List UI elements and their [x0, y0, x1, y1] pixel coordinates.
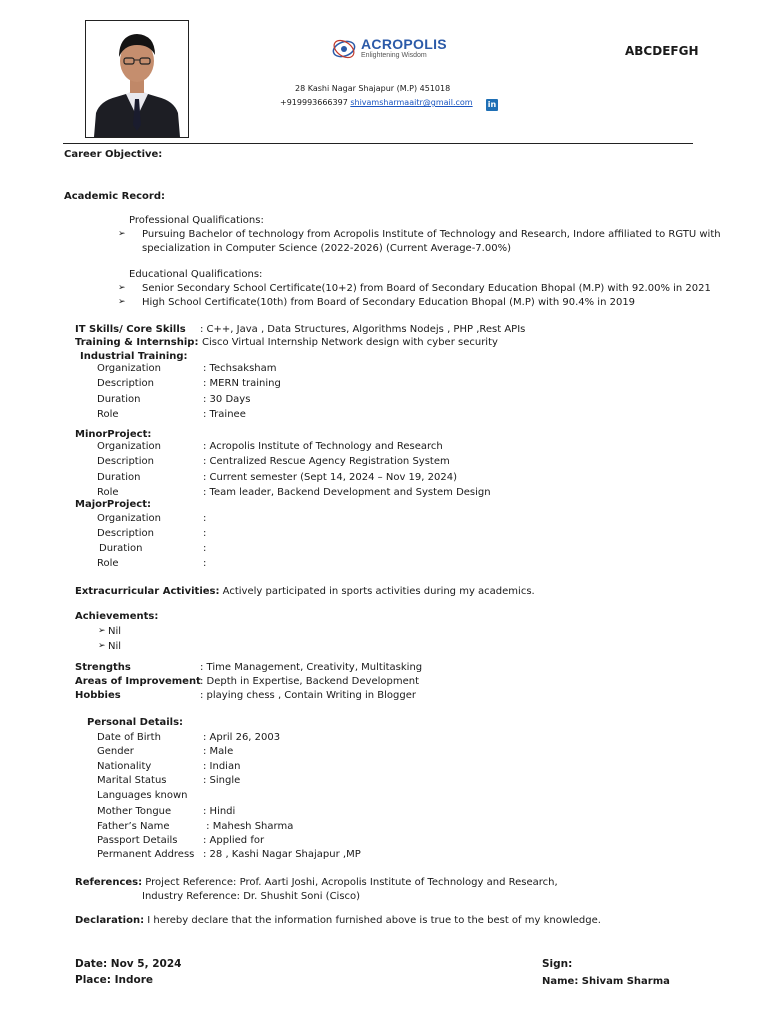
- personal-key: Nationality: [97, 761, 152, 772]
- minor-value: : Centralized Rescue Agency Registration System: [203, 456, 450, 467]
- major-key: Role: [97, 558, 119, 569]
- bullet-arrow-icon: ➢: [118, 283, 126, 293]
- personal-value: : Single: [203, 775, 241, 786]
- personal-value: : Male: [203, 746, 234, 757]
- achievements-heading: Achievements:: [75, 611, 159, 622]
- portrait-image: [86, 21, 188, 137]
- industrial-key: Role: [97, 409, 119, 420]
- personal-key: Permanent Address: [97, 849, 195, 860]
- minor-key: Role: [97, 487, 119, 498]
- educational-item: Senior Secondary School Certificate(10+2) from Board of Secondary Education Bhopal (M.P) with 92.00% in 2021: [142, 283, 711, 294]
- training-value: Cisco Virtual Internship Network design with cyber security: [202, 337, 498, 348]
- address: 28 Kashi Nagar Shajapur (M.P) 451018: [295, 84, 451, 93]
- references-label: References:: [75, 877, 143, 888]
- footer-date: Date: Nov 5, 2024: [75, 958, 182, 970]
- industrial-key: Duration: [97, 394, 141, 405]
- footer-place: Place: Indore: [75, 974, 153, 986]
- industrial-value: : 30 Days: [203, 394, 251, 405]
- industrial-training-heading: Industrial Training:: [80, 351, 188, 362]
- personal-key: Father’s Name: [97, 821, 170, 832]
- logo-name: ACROPOLIS: [361, 36, 447, 52]
- skills-value: : C++, Java , Data Structures, Algorithms Nodejs , PHP ,Rest APIs: [200, 324, 526, 335]
- contact-line: [280, 98, 473, 107]
- personal-value: : Applied for: [203, 835, 265, 846]
- personal-key: Languages known: [97, 790, 188, 801]
- industrial-key: Description: [97, 378, 154, 389]
- references-line: [75, 877, 558, 888]
- achievement-item: Nil: [108, 641, 122, 652]
- achievement-item: Nil: [108, 626, 122, 637]
- hobbies-value: : playing chess , Contain Writing in Blogger: [200, 690, 416, 701]
- minor-value: : Acropolis Institute of Technology and Research: [203, 441, 443, 452]
- industrial-value: : Techsaksham: [203, 363, 277, 374]
- major-value: :: [203, 513, 207, 524]
- strengths-value: : Time Management, Creativity, Multitasking: [200, 662, 423, 673]
- minor-value: : Current semester (Sept 14, 2024 – Nov 19, 2024): [203, 472, 457, 483]
- profile-photo: [85, 20, 189, 138]
- personal-key: Mother Tongue: [97, 806, 172, 817]
- skills-label: IT Skills/ Core Skills: [75, 324, 186, 335]
- professional-qualifications-heading: Professional Qualifications:: [129, 215, 264, 226]
- major-key: Organization: [97, 513, 161, 524]
- major-project-heading: MajorProject:: [75, 499, 151, 510]
- project-reference: Project Reference: Prof. Aarti Joshi, Acropolis Institute of Technology and Research,: [145, 877, 558, 888]
- logo-tagline: Enlightening Wisdom: [361, 52, 427, 59]
- improvement-label: Areas of Improvement: [75, 676, 201, 687]
- personal-value: : Indian: [203, 761, 241, 772]
- professional-item-line2: specialization in Computer Science (2022-2026) (Current Average-7.00%): [142, 243, 511, 254]
- footer-name: Name: Shivam Sharma: [542, 976, 670, 987]
- personal-key: Marital Status: [97, 775, 167, 786]
- minor-project-heading: MinorProject:: [75, 429, 152, 440]
- career-objective-heading: Career Objective:: [64, 149, 163, 160]
- bullet-arrow-icon: ➢: [98, 626, 106, 636]
- personal-value: : Hindi: [203, 806, 236, 817]
- phone: +919993666397: [280, 98, 348, 107]
- bullet-arrow-icon: ➢: [118, 297, 126, 307]
- minor-key: Organization: [97, 441, 161, 452]
- major-value: :: [203, 543, 207, 554]
- strengths-label: Strengths: [75, 662, 131, 673]
- major-value: :: [203, 528, 207, 539]
- extracurricular-value: Actively participated in sports activities during my academics.: [222, 586, 535, 597]
- acropolis-logo-icon: [331, 37, 357, 61]
- training-label: Training & Internship:: [75, 337, 199, 348]
- personal-value: : April 26, 2003: [203, 732, 281, 743]
- declaration-value: I hereby declare that the information furnished above is true to the best of my knowledge.: [147, 915, 601, 926]
- personal-key: Gender: [97, 746, 134, 757]
- personal-key: Date of Birth: [97, 732, 161, 743]
- email-link[interactable]: shivamsharmaaitr@gmail.com: [350, 98, 473, 107]
- major-key: Duration: [99, 543, 143, 554]
- personal-value: : 28 , Kashi Nagar Shajapur ,MP: [203, 849, 361, 860]
- extracurricular-label: Extracurricular Activities:: [75, 586, 220, 597]
- extracurricular-line: [75, 586, 535, 597]
- industrial-value: : MERN training: [203, 378, 281, 389]
- bullet-arrow-icon: ➢: [118, 229, 126, 239]
- minor-key: Duration: [97, 472, 141, 483]
- header-divider: [63, 143, 693, 144]
- personal-value: : Mahesh Sharma: [203, 821, 294, 832]
- improvement-value: : Depth in Expertise, Backend Development: [200, 676, 420, 687]
- major-value: :: [203, 558, 207, 569]
- major-key: Description: [97, 528, 154, 539]
- personal-details-heading: Personal Details:: [87, 717, 184, 728]
- bullet-arrow-icon: ➢: [98, 641, 106, 651]
- declaration-line: [75, 915, 601, 926]
- footer-sign: Sign:: [542, 958, 573, 970]
- declaration-label: Declaration:: [75, 915, 145, 926]
- personal-key: Passport Details: [97, 835, 178, 846]
- minor-value: : Team leader, Backend Development and System Design: [203, 487, 491, 498]
- hobbies-label: Hobbies: [75, 690, 121, 701]
- minor-key: Description: [97, 456, 154, 467]
- header-code: ABCDEFGH: [625, 44, 699, 58]
- linkedin-icon[interactable]: in: [487, 100, 497, 109]
- industry-reference: Industry Reference: Dr. Shushit Soni (Cisco): [142, 891, 361, 902]
- educational-item: High School Certificate(10th) from Board of Secondary Education Bhopal (M.P) with 90.4% in 2019: [142, 297, 636, 308]
- educational-qualifications-heading: Educational Qualifications:: [129, 269, 263, 280]
- industrial-value: : Trainee: [203, 409, 246, 420]
- industrial-key: Organization: [97, 363, 161, 374]
- professional-item-line1: Pursuing Bachelor of technology from Acropolis Institute of Technology and Research, Indore affiliated to RGTU with: [142, 229, 721, 240]
- academic-record-heading: Academic Record:: [64, 191, 165, 202]
